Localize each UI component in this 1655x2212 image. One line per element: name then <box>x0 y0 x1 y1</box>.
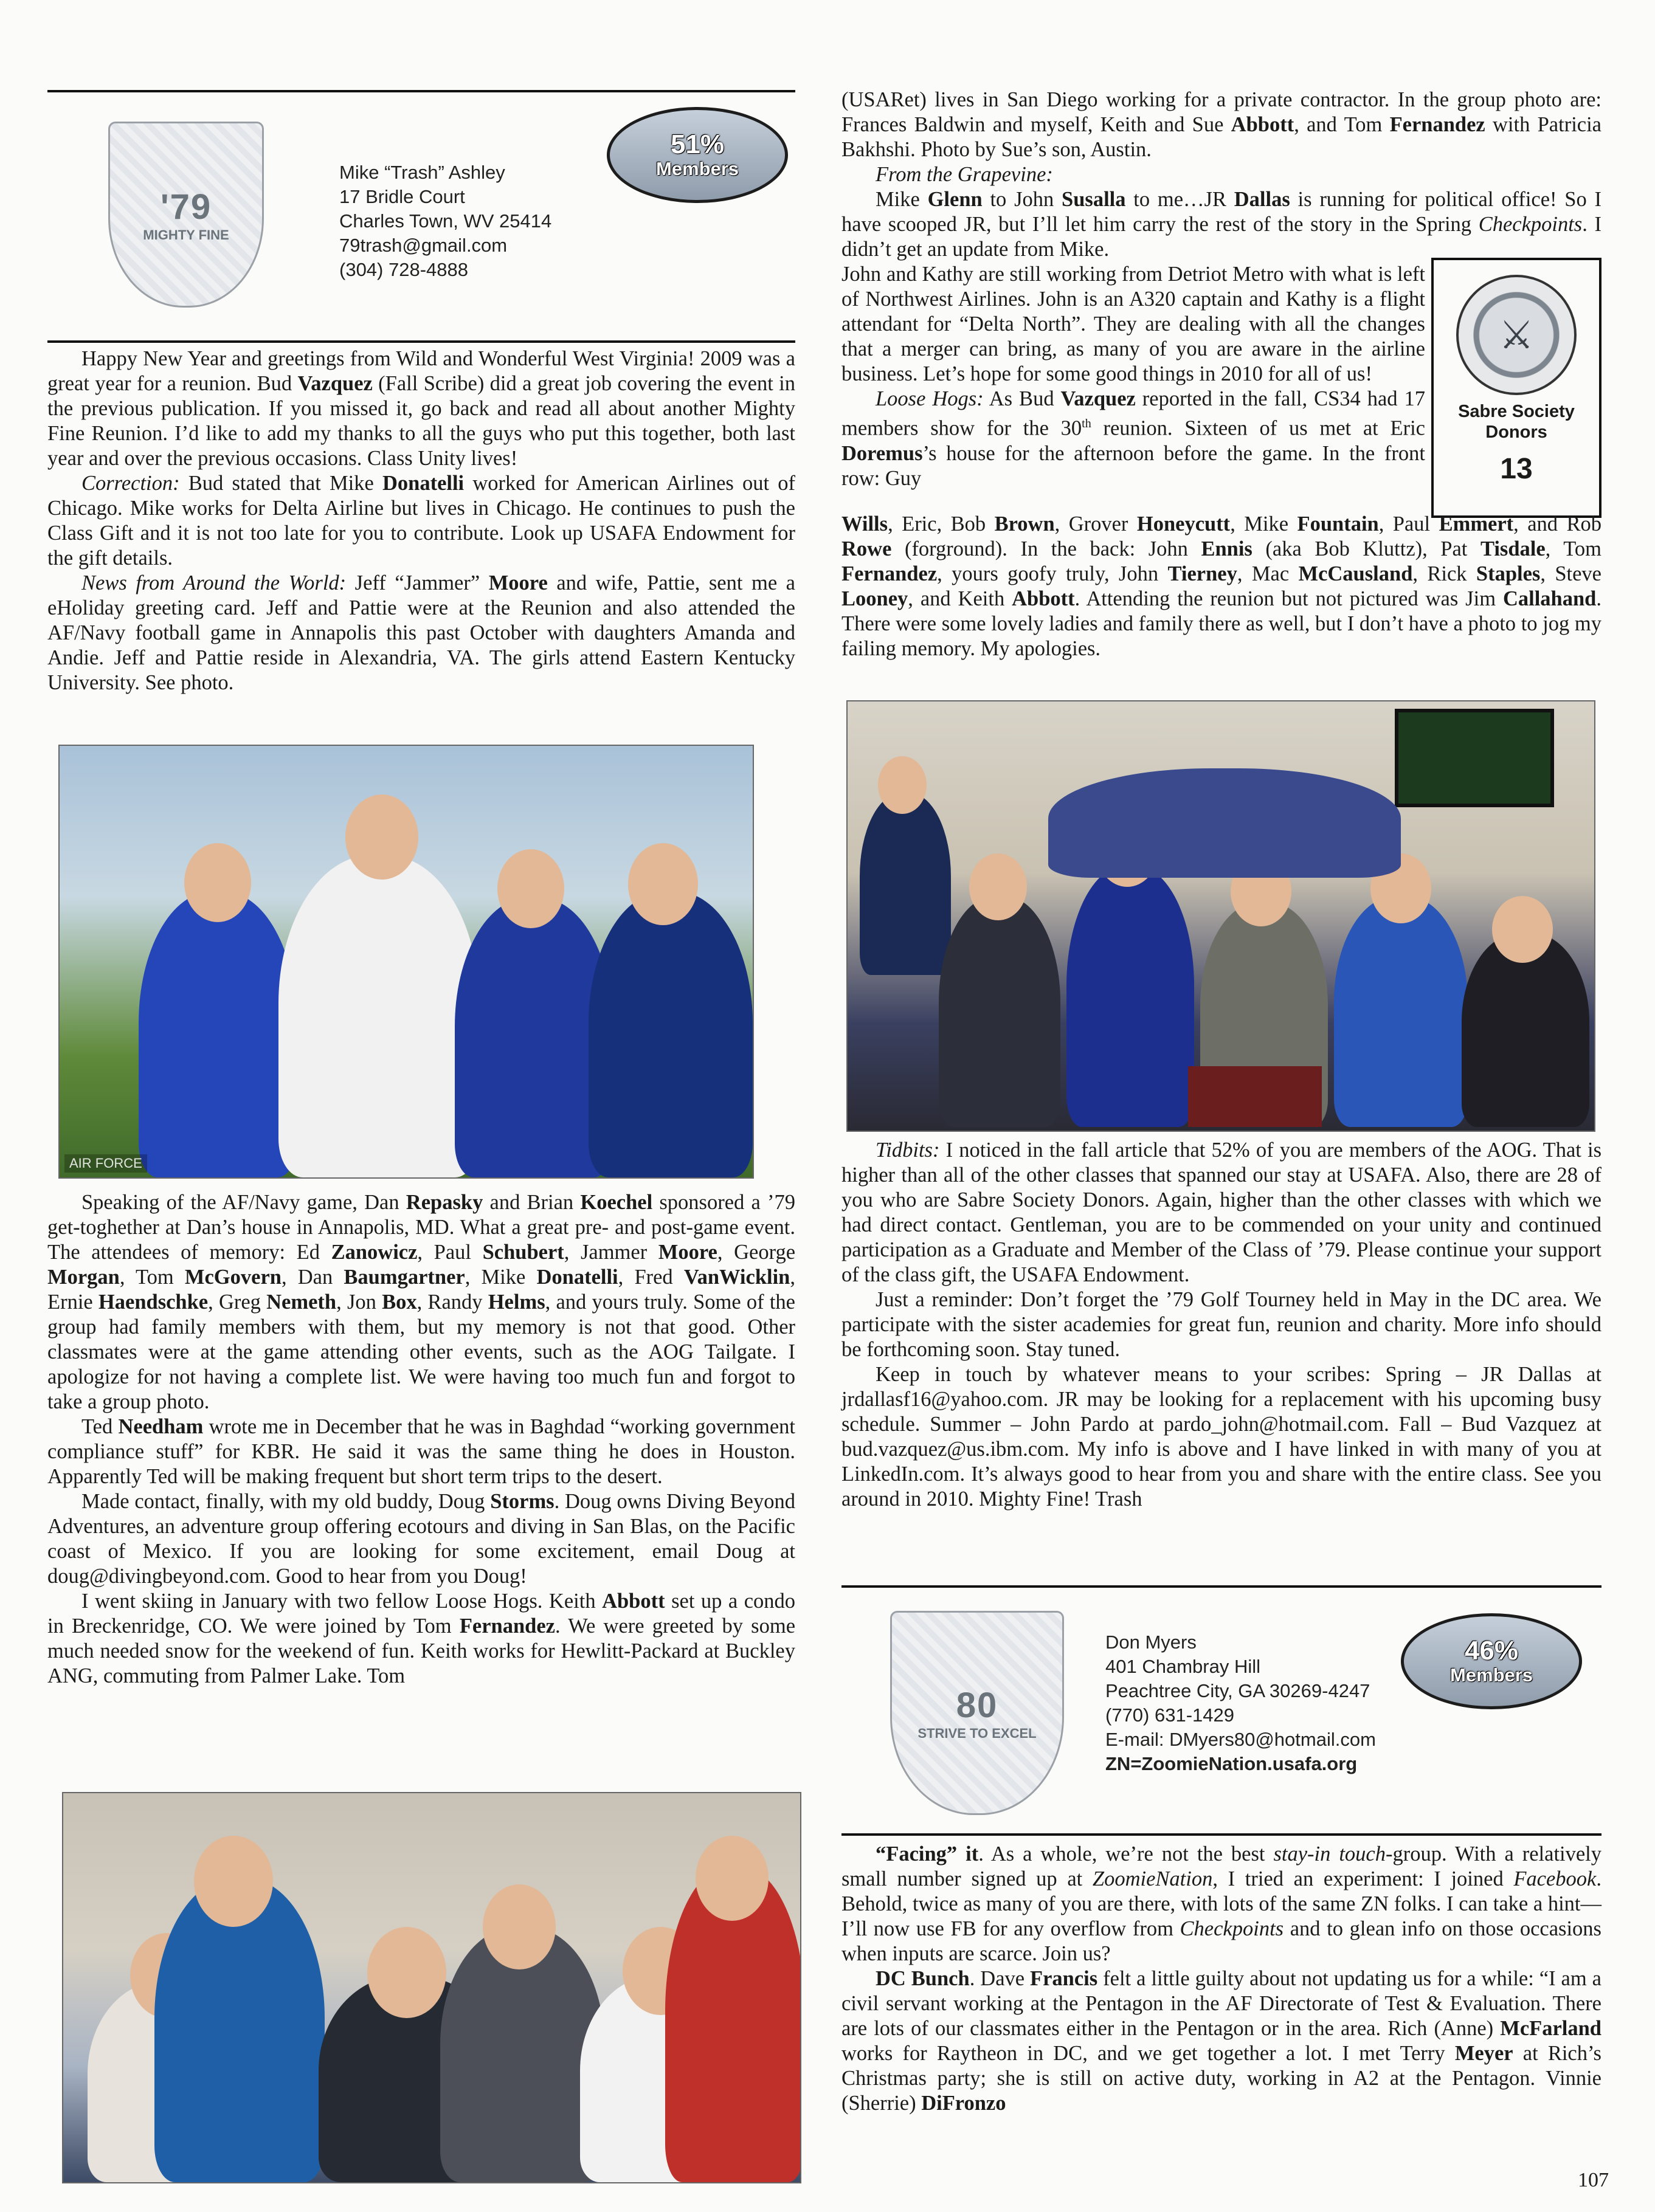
article-intro: Happy New Year and greetings from Wild and Wonderful West Virginia! 2009 was a great year for a reunion. Bud Vazquez (Fall Scribe) did a great job covering the event in the previous publication. If you missed it, go back and read all about another Mighty Fine Reunion. I’d like to add my thanks to all the guys who put this together, both last year and over the previous occasions. Class Unity lives! Correction: Bud stated that Mike Donatelli worked for American Airlines out of Chicago. Mike works for Delta Airline but lives in Chicago. He continues to push the Class Gift and it is not too late for you to contribute. Look up USAFA Endowment for the gift details. News from Around the World: Jeff “Jammer” Moore and wife, Pattie, sent me a eHoliday greeting card. Jeff and Pattie were at the Reunion and also attended the AF/Navy football game in Annapolis this past October with daughters Amanda and Andie. Jeff and Pattie reside in Alexandria, VA. The girls attend Eastern Kentucky University. See photo. <box>47 347 795 694</box>
badge-percent: 46% <box>1464 1636 1519 1666</box>
sabre-society-box <box>1431 258 1601 518</box>
person-head <box>969 853 1027 920</box>
scribe-email: 79trash@gmail.com <box>339 235 508 256</box>
person <box>860 793 951 975</box>
scribe-phone: (770) 631-1429 <box>1105 1704 1234 1726</box>
header-rule <box>47 90 795 92</box>
scribe-street: 401 Chambray Hill <box>1105 1656 1260 1677</box>
tv-screen <box>1395 709 1554 807</box>
article-continued: (USARet) lives in San Diego working for a private contractor. In the group photo are: Frances Baldwin and myself, Keith and Sue Abbott, and Tom Fernandez with Patricia Bakhshi. Photo by Sue’s son, Austin. From the Grapevine: Mike Glenn to John Susalla to me…JR Dallas is running for political office! So I have scooped JR, but I’ll let him carry the rest of the story in the Spring Checkpoints. I didn’t get an update from Mike. <box>841 88 1601 261</box>
sabre-society-emblem-icon: ⚔ <box>1456 275 1577 395</box>
shirt-text: AIR FORCE <box>64 1154 147 1173</box>
person <box>589 892 753 1177</box>
scribe-zn: ZN=ZoomieNation.usafa.org <box>1105 1753 1358 1774</box>
header-rule <box>47 340 795 343</box>
scribe-city: Peachtree City, GA 30269-4247 <box>1105 1680 1370 1701</box>
person-head <box>345 794 418 880</box>
back-row-group <box>1048 768 1401 878</box>
class-79-crest <box>108 122 264 308</box>
person <box>1334 896 1468 1127</box>
crest-motto: STRIVE TO EXCEL <box>917 1725 1037 1741</box>
badge-percent: 51% <box>670 129 725 159</box>
person-head <box>483 1884 556 1969</box>
sabre-title-line2: Donors <box>1485 422 1547 442</box>
person-head <box>696 1836 769 1921</box>
person <box>939 896 1060 1127</box>
person-head <box>367 1927 446 2018</box>
person <box>1066 866 1194 1127</box>
class-80-crest <box>890 1611 1064 1815</box>
person-head <box>1492 896 1553 963</box>
badge-label: Members <box>655 158 739 179</box>
badge-label: Members <box>1449 1664 1533 1686</box>
scribe-name: Mike “Trash” Ashley <box>339 162 505 183</box>
article-tidbits: Tidbits: I noticed in the fall article that 52% of you are members of the AOG. That is higher than all of the other classes that spanned our stay at USAFA. Also, there are 28 of you who are Sabre Society Donors. Again, higher than the other classes with which we had direct contact. Gentleman, you are to be commended on your unity and continued participation as a Graduate and Member of the Class of ’79. Please continue your support of the class gift, the USAFA Endowment. Just a reminder: Don’t forget the ’79 Golf Tourney held in May in the DC area. We participate with the sister academies for great fun, reunion and charity. More info should be forthcoming soon. Stay tuned. Keep in touch by whatever means to your scribes: Spring – JR Dallas at jrdallasf16@yahoo.com. JR may be looking for a replacement with his upcoming busy schedule. Summer – John Pardo at pardo_john@hotmail.com. Fall – Bud Vazquez at bud.vazquez@us.ibm.com. My info is above and I have linked in with many of you at LinkedIn.com. It’s always good to hear from you and share with the entire class. See you around in 2010. Mighty Fine! Trash <box>841 1139 1601 1511</box>
person-head <box>628 843 698 925</box>
photo-loose-hogs-group <box>846 700 1595 1132</box>
crest-motto: MIGHTY FINE <box>143 227 229 243</box>
section-rule <box>841 1833 1601 1836</box>
person-head <box>878 756 927 814</box>
scribe-city: Charles Town, WV 25414 <box>339 210 552 232</box>
scribe-name: Don Myers <box>1105 1631 1197 1653</box>
red-box <box>1188 1066 1322 1127</box>
class-80-scribe-address <box>1105 1630 1376 1776</box>
person <box>139 892 297 1177</box>
members-badge-80 <box>1401 1613 1582 1709</box>
scribe-phone: (304) 728-4888 <box>339 259 468 280</box>
person-head <box>184 843 251 922</box>
members-badge-79 <box>607 107 788 203</box>
article-beside-sabre: John and Kathy are still working from Detriot Metro with what is left of Northwest Airlines. John is an A320 captain and Kathy is a flight attendant for “Delta North”. They are dealing with all the changes that a merger can bring, as many of you are aware in the airline business. Let’s hope for some good things in 2010 for all of us! Loose Hogs: As Bud Vazquez reported in the fall, CS34 had 17 members show for the 30th reunion. Sixteen of us met at Eric Doremus’s house for the afternoon before the game. In the front row: Guy <box>841 263 1425 490</box>
sabre-title <box>1434 401 1599 443</box>
scribe-email: E-mail: DMyers80@hotmail.com <box>1105 1729 1376 1750</box>
crest-year: '79 <box>160 187 212 227</box>
photo-ski-trip <box>62 1792 801 2183</box>
scribe-street: 17 Bridle Court <box>339 186 465 207</box>
page-number: 107 <box>1578 2169 1609 2191</box>
class-79-scribe-address <box>339 160 551 282</box>
article-loose-hogs: Wills, Eric, Bob Brown, Grover Honeycutt, Mike Fountain, Paul Emmert, and Rob Rowe (forground). In the back: John Ennis (aka Bob Kluttz), Pat Tisdale, Tom Fernandez, yours goofy truly, John Tierney, Mac McCausland, Rick Staples, Steve Looney, and Keith Abbott. Attending the reunion but not pictured was Jim Callahand. There were some lovely ladies and family there as well, but I don’t have a photo to jog my failing memory. My apologies. <box>841 512 1601 660</box>
crest-year: 80 <box>956 1685 998 1725</box>
person <box>278 855 479 1177</box>
sabre-title-line1: Sabre Society <box>1458 402 1575 421</box>
article-part-2: Speaking of the AF/Navy game, Dan Repasky and Brian Koechel sponsored a ’79 get-toghether at Dan’s house in Annapolis, MD. What a great pre- and post-game event. The attendees of memory: Ed Zanowicz, Paul Schubert, Jammer Moore, George Morgan, Tom McGovern, Dan Baumgartner, Mike Donatelli, Fred VanWicklin, Ernie Haendschke, Greg Nemeth, Jon Box, Randy Helms, and yours truly. Some of the group had family members with them, but my memory is not that good. Other classmates were at the game attending other events, such as the AOG Tailgate. I apologize for not having a complete list. We were having too much fun and forgot to take a group photo. Ted Needham wrote me in December that he was in Baghdad “working government compliance stuff” for KBR. He said it was the same thing he does in Houston. Apparently Ted will be making frequent but short term trips to the desert. Made contact, finally, with my old buddy, Doug Storms. Doug owns Diving Beyond Adventures, an adventure group offering ecotours and diving in San Blas, on the Pacific coast of Mexico. If you are looking for some excitement, email Doug at doug@divingbeyond.com. Good to hear from you Doug! I went skiing in January with two fellow Loose Hogs. Keith Abbott set up a condo in Breckenridge, CO. We were joined by Tom Fernandez. We were greeted by some much needed snow for the weekend of fun. Keith works for Hewlitt-Packard at Buckley ANG, commuting from Palmer Lake. Tom <box>47 1191 796 1687</box>
section-rule <box>841 1585 1601 1588</box>
photo-moore-family <box>58 745 754 1179</box>
person-head <box>497 849 564 928</box>
person-head <box>194 1836 273 1927</box>
article-class-80: “Facing” it. As a whole, we’re not the best stay-in touch-group. With a relatively small number signed up at ZoomieNation, I tried an experiment: I joined Facebook. Behold, twice as many of you are there, with lots of the same ZN folks. I can take a hint—I’ll now use FB for any overflow from Checkpoints and to glean info on those occasions when inputs are scarce. Join us? DC Bunch. Dave Francis felt a little guilty about not updating us for a while: “I am a civil servant working at the Pentagon in the AF Directorate of Test & Evaluation. There are lots of our classmates either in the Pentagon or in the area. Rich (Anne) McFarland works for Raytheon in DC, and we get together a lot. I met Terry Meyer at Rich’s Christmas party; she is still on active duty, working in A2 at the Pentagon. Vinnie (Sherrie) DiFronzo <box>841 1842 1602 2115</box>
sabre-count: 13 <box>1500 453 1533 485</box>
